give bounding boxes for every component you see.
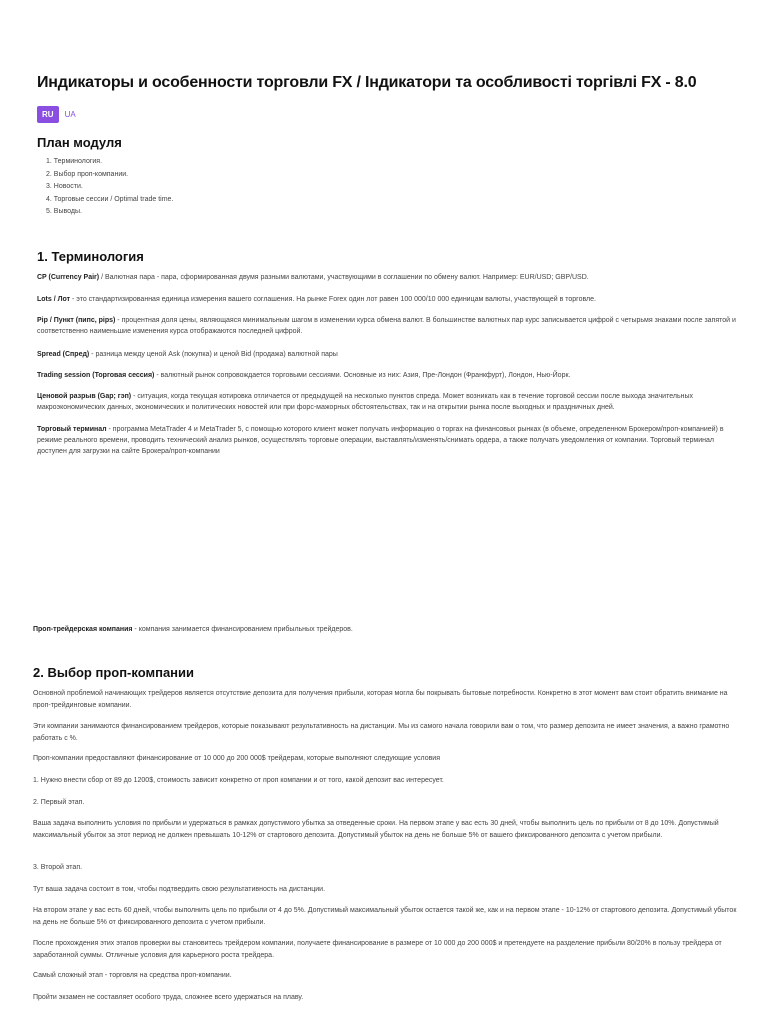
- paragraph: Тут ваша задача состоит в том, чтобы подтвердить свою результативность на дистанции.: [33, 886, 326, 893]
- term-text: - программа MetaTrader 4 и MetaTrader 5, с помощью которого клиент может получать информацию о торгах на финансовых рынках (в объеме, определенном Брокером/проп-компанией) в режиме реального времени, проводить технический анализ рынков, осуществлять торговые операции, выставлять/изменять/снимать ордера, а также получать уведомления от компании. Торговый терминал доступен для загрузки на сайте Брокера/проп-компании: [37, 426, 724, 455]
- term-name: Ценовой разрыв (Gap; гэп): [37, 393, 132, 400]
- plan-item: 1. Терминология.: [46, 158, 103, 165]
- term-text: - ситуация, когда текущая котировка отличается от предыдущей на несколько пунктов спреда. Может возникать как в течение торговой сессии после выхода значительных макроэкономических данных, экономических и политических новостей или при форс-мажорных обстоятельствах, так и на открытии рынка после выходных и праздничных дней.: [37, 393, 693, 411]
- term-definition: [37, 272, 737, 283]
- term-definition: [37, 370, 737, 381]
- paragraph: 1. Нужно внести сбор от 89 до 1200$, стоимость зависит конкретно от проп компании и от того, какой депозит вас интересует.: [33, 777, 444, 784]
- paragraph: После прохождения этих этапов проверки вы становитесь трейдером компании, получаете финансирование в размере от 10 000 до 200 000$ и претендуете на разделение прибыли 80/20% в пользу трейдера от заработанной суммы. Отличные условия для карьерного роста трейдера.: [33, 940, 722, 959]
- plan-heading: План модуля: [37, 135, 122, 150]
- paragraph: Ваша задача выполнить условия по прибыли и удержаться в рамках допустимого убытка за отведенные сроки. На первом этапе у вас есть 30 дней, чтобы выполнить цель по прибыли от 8 до 10%. Допустимый максимальный убыток за этот период не должен превышать 10-12% от стартового депозита. Допустимый убыток на день не больше 5% от вашего фиксированного депозита с учетом прибыли.: [33, 820, 719, 839]
- lang-ru-button[interactable]: RU: [37, 106, 59, 123]
- term-text: - компания занимается финансированием прибыльных трейдеров.: [132, 626, 353, 633]
- paragraph: 2. Первый этап.: [33, 799, 85, 806]
- paragraph: Основной проблемой начинающих трейдеров является отсутствие депозита для получения прибыли, которая могла бы покрывать бытовые потребности. Конкретно в этот момент вам стоит обратить внимание на проп-трейдинговые компании.: [33, 690, 728, 709]
- paragraph: Самый сложный этап - торговля на средства проп-компании.: [33, 972, 232, 979]
- term-name: Lots / Лот: [37, 296, 71, 303]
- section-2-heading: 2. Выбор проп-компании: [33, 665, 195, 680]
- plan-item: 4. Торговые сессии / Optimal trade time.: [46, 195, 174, 203]
- term-text: - это стандартизированная единица измерения вашего соглашения. На рынке Forex один лот равен 100 000/10 000 единицам валюты, участвующей в торговле.: [70, 296, 596, 303]
- term-text: - валютный рынок сопровождается торговыми сессиями. Основные из них: Азия, Пре-Лондон (Франкфурт), Лондон, Нью-Йорк.: [154, 372, 571, 379]
- plan-item: 2. Выбор проп-компании.: [46, 170, 129, 178]
- paragraph: Проп-компании предоставляют финансирование от 10 000 до 200 000$ трейдерам, которые выполняют следующие условия: [33, 755, 441, 762]
- term-name: Торговый терминал: [37, 426, 107, 433]
- term-definition: [37, 391, 737, 413]
- term-name: Pip / Пункт (пипс, pips): [37, 317, 116, 324]
- plan-item: 5. Выводы.: [46, 208, 82, 216]
- language-switcher: [37, 106, 76, 123]
- term-name: Проп-трейдерская компания: [33, 626, 133, 633]
- term-text: - разница между ценой Ask (покупка) и ценой Bid (продажа) валютной пары: [89, 351, 338, 358]
- term-definition: [37, 349, 737, 360]
- term-name: Trading session (Торговая сессия): [37, 372, 155, 379]
- term-name: CP (Currency Pair): [37, 274, 100, 281]
- page-title: Индикаторы и особенности торговли FX / Індикатори та особливості торгівлі FX - 8.0: [37, 74, 697, 91]
- paragraph: Пройти экзамен не составляет особого труда, сложнее всего удержаться на плаву.: [33, 994, 304, 1001]
- lang-ua-link[interactable]: UA: [64, 110, 76, 119]
- plan-item: 3. Новости.: [46, 183, 83, 191]
- term-text: / Валютная пара - пара, сформированная двумя разными валютами, участвующими в соглашении по обмену валют. Например: EUR/USD; GBP/USD.: [99, 274, 589, 281]
- term-name: Spread (Спред): [37, 351, 90, 358]
- paragraph: 3. Второй этап.: [33, 864, 83, 871]
- paragraph: Эти компании занимаются финансированием трейдеров, которые показывают результативность на дистанции. Мы из самого начала говорили вам о том, что размер депозита не имеет значения, а важно грамотно работать с %.: [33, 723, 730, 742]
- plan-list: [46, 156, 173, 219]
- term-definition: [37, 315, 737, 337]
- term-definition: [37, 294, 737, 305]
- term-text: - процентная доля цены, являющаяся минимальным шагом в изменении курса обмена валют. В большинстве валютных пар курс записывается цифрой с четырьмя знаками после запятой и соответственно наименьшие изменения курса отображаются последней цифрой.: [37, 317, 736, 335]
- term-definition: [37, 424, 737, 457]
- section-1-heading: 1. Терминология: [37, 249, 144, 264]
- term-definition: [33, 624, 733, 635]
- paragraph: На втором этапе у вас есть 60 дней, чтобы выполнить цель по прибыли от 4 до 5%. Допустимый максимальный убыток остается такой же, как и на первом этапе - 10-12% от стартового депозита. Допустимый убыток на день не больше 5% от фиксированного депозита с учетом прибыли.: [33, 907, 737, 926]
